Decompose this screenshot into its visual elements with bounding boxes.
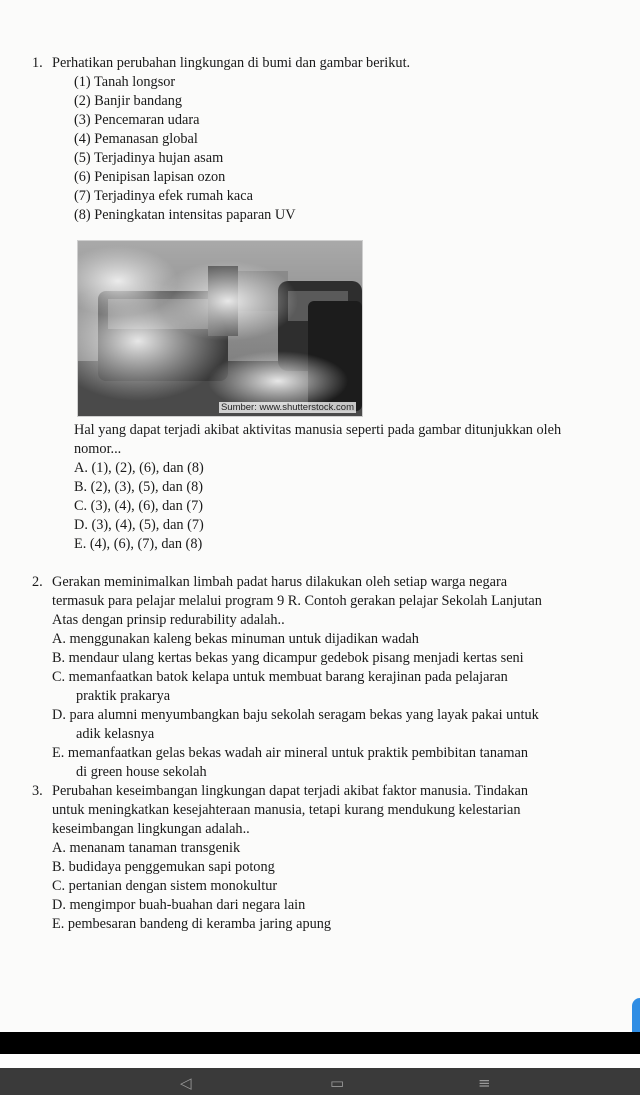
list-item: (5) Terjadinya hujan asam bbox=[74, 150, 224, 166]
black-divider bbox=[0, 1032, 640, 1054]
question-2-text: termasuk para pelajar melalui program 9 R. Contoh gerakan pelajar Sekolah Lanjutan bbox=[52, 593, 542, 609]
list-item: (6) Penipisan lapisan ozon bbox=[74, 169, 226, 185]
question-3-text: keseimbangan lingkungan adalah.. bbox=[52, 821, 250, 837]
option-e[interactable]: E. pembesaran bandeng di keramba jaring apung bbox=[52, 916, 332, 932]
option-b[interactable]: B. mendaur ulang kertas bekas yang dicampur gedebok pisang menjadi kertas seni bbox=[52, 650, 524, 666]
question-1-prompt bbox=[52, 421, 612, 554]
list-item: (8) Peningkatan intensitas paparan UV bbox=[74, 207, 296, 223]
option-c[interactable]: C. pertanian dengan sistem monokultur bbox=[52, 878, 278, 894]
option-c[interactable]: C. memanfaatkan batok kelapa untuk membuat barang kerajinan pada pelajaran bbox=[52, 669, 508, 685]
system-navigation-bar bbox=[0, 1068, 640, 1095]
option-a[interactable]: A. menanam tanaman transgenik bbox=[52, 840, 241, 856]
question-1-text-cont: nomor... bbox=[74, 441, 122, 457]
question-2-text: Gerakan meminimalkan limbah padat harus dilakukan oleh setiap warga negara bbox=[52, 574, 508, 590]
question-3-text: untuk meningkatkan kesejahteraan manusia, tetapi kurang mendukung kelestarian bbox=[52, 802, 521, 818]
list-item: (3) Pencemaran udara bbox=[74, 112, 200, 128]
list-item: (1) Tanah longsor bbox=[74, 74, 176, 90]
option-e-cont: di green house sekolah bbox=[76, 764, 207, 780]
question-1-intro: Perhatikan perubahan lingkungan di bumi dan gambar berikut. bbox=[52, 55, 411, 71]
question-3-number: 3. bbox=[32, 783, 43, 799]
option-b[interactable]: B. (2), (3), (5), dan (8) bbox=[74, 479, 204, 495]
option-b[interactable]: B. budidaya penggemukan sapi potong bbox=[52, 859, 275, 875]
option-d-cont: adik kelasnya bbox=[76, 726, 155, 742]
option-a[interactable]: A. (1), (2), (6), dan (8) bbox=[74, 460, 204, 476]
home-icon[interactable]: ▭ bbox=[330, 1074, 345, 1092]
question-3-text: Perubahan keseimbangan lingkungan dapat terjadi akibat faktor manusia. Tindakan bbox=[52, 783, 529, 799]
question-2-number: 2. bbox=[32, 574, 43, 590]
list-item: (4) Pemanasan global bbox=[74, 131, 198, 147]
question-2 bbox=[32, 573, 612, 782]
option-d[interactable]: D. para alumni menyumbangkan baju sekolah seragam bekas yang layak pakai untuk bbox=[52, 707, 539, 723]
option-d[interactable]: D. mengimpor buah-buahan dari negara lain bbox=[52, 897, 306, 913]
menu-icon[interactable]: ≡ bbox=[478, 1074, 491, 1092]
list-item: (2) Banjir bandang bbox=[74, 93, 182, 109]
question-3 bbox=[32, 782, 612, 934]
option-c-cont: praktik prakarya bbox=[76, 688, 171, 704]
back-icon[interactable]: ◁ bbox=[180, 1074, 192, 1092]
question-1-text: Hal yang dapat terjadi akibat aktivitas manusia seperti pada gambar ditunjukkan oleh bbox=[74, 422, 562, 438]
question-1 bbox=[32, 54, 612, 225]
option-e[interactable]: E. memanfaatkan gelas bekas wadah air mineral untuk praktik pembibitan tanaman bbox=[52, 745, 528, 761]
option-d[interactable]: D. (3), (4), (5), dan (7) bbox=[74, 517, 204, 533]
option-a[interactable]: A. menggunakan kaleng bekas minuman untuk dijadikan wadah bbox=[52, 631, 419, 647]
option-c[interactable]: C. (3), (4), (6), dan (7) bbox=[74, 498, 204, 514]
image-credit: Sumber: www.shutterstock.com bbox=[220, 402, 354, 413]
option-e[interactable]: E. (4), (6), (7), dan (8) bbox=[74, 536, 203, 552]
photo-illustration bbox=[78, 241, 362, 416]
question-1-items bbox=[52, 73, 612, 225]
traffic-smoke-photo bbox=[77, 240, 363, 417]
question-2-text: Atas dengan prinsip redurability adalah.. bbox=[52, 612, 285, 628]
list-item: (7) Terjadinya efek rumah kaca bbox=[74, 188, 253, 204]
question-1-number: 1. bbox=[32, 55, 43, 71]
